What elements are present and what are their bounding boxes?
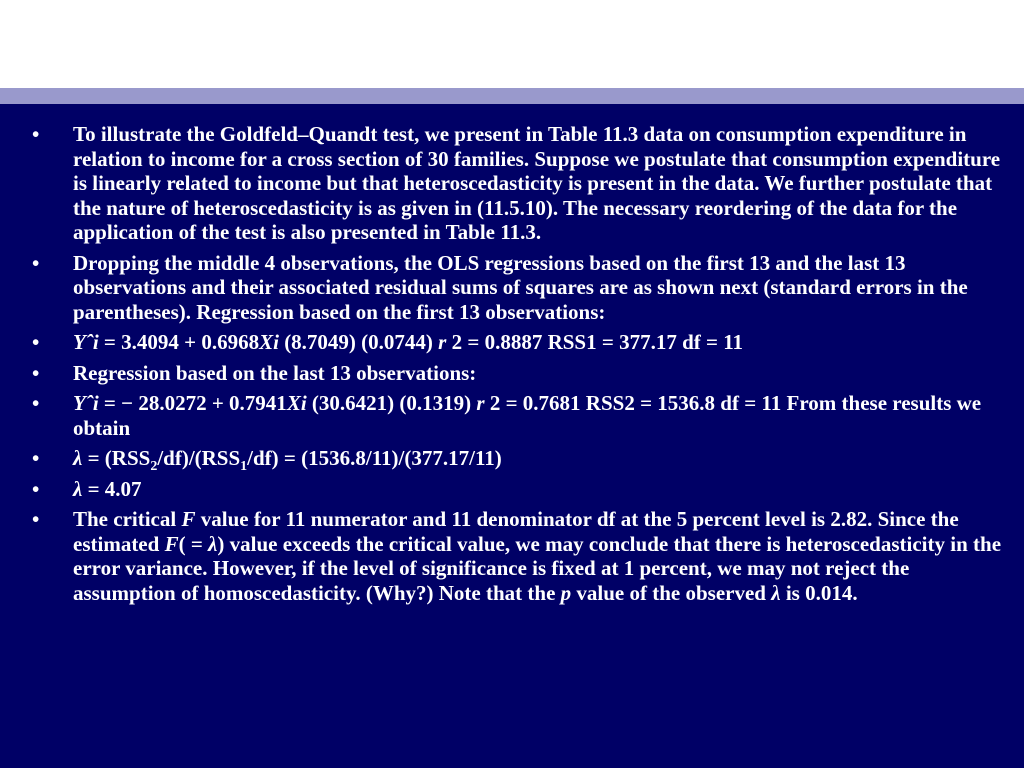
standard-errors: (30.6421) (0.1319) <box>306 391 477 415</box>
r-symbol: r <box>476 391 485 415</box>
y-hat-symbol: Yˆi <box>73 391 99 415</box>
bullet-item-last-13-heading <box>30 361 1002 386</box>
formula-part: /df) = (1536.8/11)/(377.17/11) <box>247 446 502 470</box>
bullet-text: Regression based on the last 13 observations: <box>73 360 477 385</box>
text-part: is 0.014. <box>780 580 858 605</box>
r-symbol: r <box>438 330 447 354</box>
bullet-item-lambda-value <box>30 477 1002 502</box>
bullet-item-lambda-formula <box>30 446 1002 475</box>
bullet-item-regression-first-13 <box>30 330 1002 355</box>
bullet-text: Dropping the middle 4 observations, the OLS regressions based on the first 13 and the last 13 observations and their associated residual sums of squares are as shown next (standard errors in the parentheses). Regression based on the first 13 observations: <box>73 250 968 324</box>
equation-text: = 3.4094 + 0.6968 <box>98 330 260 354</box>
slide-divider-stripe <box>0 88 1024 104</box>
subscript-1: 1 <box>240 459 248 475</box>
text-part: The critical <box>73 507 182 531</box>
formula-part: = (RSS <box>82 446 151 470</box>
bullet-text: To illustrate the Goldfeld–Quandt test, we present in Table 11.3 data on consumption expenditure in relation to income for a cross section of 30 families. Suppose we postulate that consumption expenditure is linearly related to income but that heteroscedasticity is present in the data. We further postulate that the nature of heteroscedasticity is as given in (11.5.10). The necessary reordering of the data for the application of the test is also presented in Table 11.3. <box>73 122 1001 244</box>
x-i-symbol: Xi <box>259 330 279 354</box>
fit-statistics: 2 = 0.7681 RSS2 = 1536.8 df = 11 From these results we obtain <box>73 391 982 440</box>
bullet-item-critical-f-value <box>30 507 1002 605</box>
slide-header-band <box>0 0 1024 88</box>
formula-part: /df)/(RSS <box>157 446 241 470</box>
lambda-symbol: λ <box>208 531 218 556</box>
lambda-symbol: λ <box>73 476 83 501</box>
text-part: ) value exceeds the critical value, we may conclude that there is heteroscedasticity in the error variance. However, if the level of significance is fixed at 1 percent, we may not reject the assumption of homoscedasticity. (Why?) Note that the <box>73 531 1002 605</box>
standard-errors: (8.7049) (0.0744) <box>278 330 439 354</box>
bullet-item-regression-last-13 <box>30 391 1002 440</box>
text-part: value for 11 numerator and 11 denominator df at the 5 percent level is 2.82. Since the estimated <box>73 507 959 556</box>
f-symbol: F <box>164 531 179 556</box>
subscript-2: 2 <box>150 459 158 475</box>
lambda-value: = 4.07 <box>82 476 142 501</box>
lambda-symbol: λ <box>771 580 781 605</box>
slide-body <box>30 122 1002 611</box>
fit-statistics: 2 = 0.8887 RSS1 = 377.17 df = 11 <box>446 330 744 354</box>
y-hat-symbol: Yˆi <box>73 330 99 354</box>
equation-text: = − 28.0272 + 0.7941 <box>98 391 287 415</box>
f-symbol: F <box>181 507 196 531</box>
text-part: ( = <box>178 531 209 556</box>
text-part: value of the observed <box>571 580 772 605</box>
p-symbol: p <box>560 580 572 605</box>
x-i-symbol: Xi <box>286 391 307 415</box>
lambda-symbol: λ <box>73 446 83 470</box>
bullet-item-goldfeld-intro <box>30 122 1002 245</box>
bullet-item-dropping-observations <box>30 251 1002 325</box>
bullet-list <box>30 122 1002 605</box>
